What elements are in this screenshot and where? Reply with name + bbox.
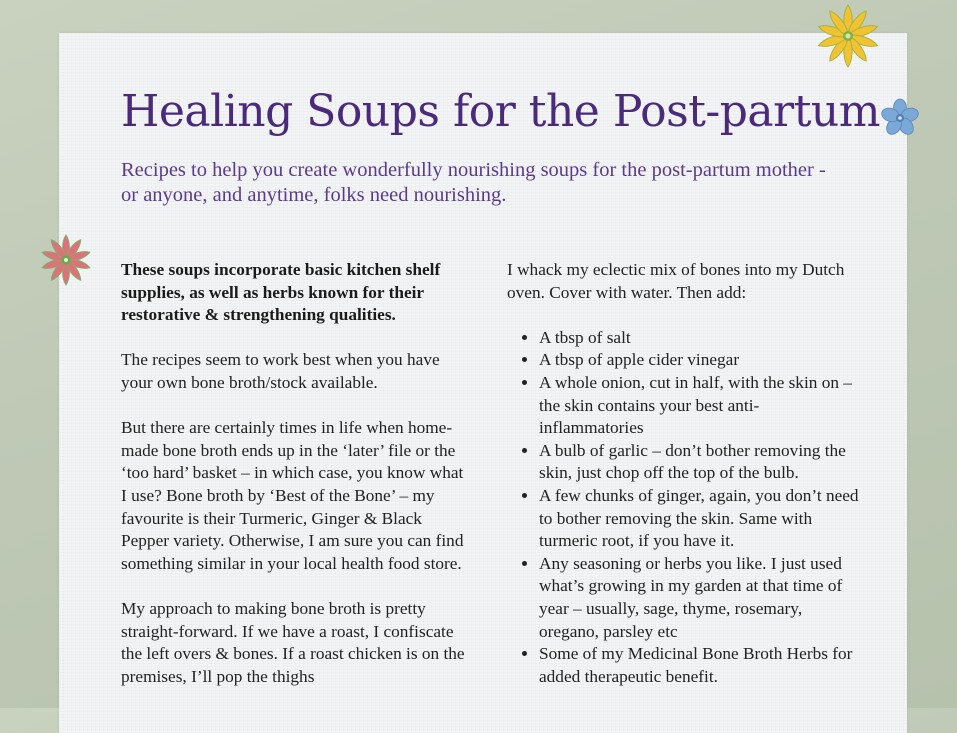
flower-pink-icon — [38, 233, 94, 287]
body-paragraph: My approach to making bone broth is pretty straight-forward. If we have a roast, I confiscate the left overs & bones. If a roast chicken is on the premises, I’ll pop the thighs — [121, 598, 465, 686]
flower-yellow-icon — [812, 3, 884, 69]
ingredients-intro: I whack my eclectic mix of bones into my Dutch oven. Cover with water. Then add: — [507, 260, 845, 302]
list-item: • A bulb of garlic – don’t bother removing the skin, just chop off the top of the bulb. — [539, 440, 862, 485]
list-item: • A few chunks of ginger, again, you don’t need to bother removing the skin. Same with turmeric root, if you have it. — [539, 485, 862, 553]
ingredients-list — [507, 327, 862, 689]
list-item: • Some of my Medicinal Bone Broth Herbs for added therapeutic benefit. — [539, 643, 862, 688]
list-item: • Any seasoning or herbs you like. I just used what’s growing in my garden at that time of year – usually, sage, thyme, rosemary, oregano, parsley etc — [539, 553, 862, 643]
flower-blue-icon — [880, 98, 920, 138]
right-column — [507, 259, 862, 688]
page-title: Healing Soups for the Post-partum — [121, 86, 880, 137]
lead-paragraph: These soups incorporate basic kitchen shelf supplies, as well as herbs known for their restorative & strengthening qualities. — [121, 260, 441, 325]
page-subtitle: Recipes to help you create wonderfully nourishing soups for the post-partum mother - or anyone, and anytime, folks need nourishing. — [121, 159, 826, 206]
list-item: • A tbsp of salt — [539, 327, 862, 350]
body-paragraph: The recipes seem to work best when you have your own bone broth/stock available. — [121, 350, 440, 392]
list-item: • A tbsp of apple cider vinegar — [539, 349, 862, 372]
body-paragraph: But there are certainly times in life when home-made bone broth ends up in the ‘later’ file or the ‘too hard’ basket – in which case, you know what I use? Bone broth by ‘Best of the Bone’ – my favourite is their Turmeric, Ginger & Black Pepper variety. Otherwise, I am sure you can find something similar in your local health food store. — [121, 418, 464, 573]
left-column — [121, 259, 473, 711]
list-item: • A whole onion, cut in half, with the skin on – the skin contains your best anti-inflammatories — [539, 372, 862, 440]
